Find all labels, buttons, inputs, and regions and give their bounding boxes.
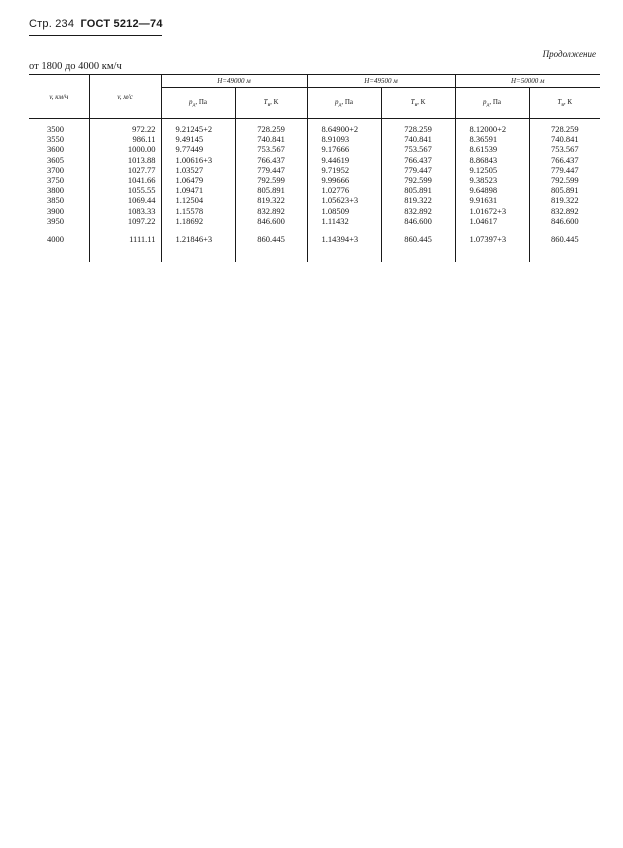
temperature-cell: 792.599 [529,175,600,185]
continuation-label: Продолжение [542,49,596,59]
temperature-cell: 792.599 [235,175,307,185]
table-row [29,124,600,134]
group-height-1: H=49000 м [217,77,251,85]
temperature-cell: 766.437 [529,155,600,165]
page-number: Стр. 234 [29,18,75,30]
col-header-pressure-2 [307,88,381,119]
temperature-cell: 819.322 [235,195,307,205]
table-row [29,216,600,226]
speed-ms-cell: 1027.77 [89,165,161,175]
temperature-cell: 819.322 [529,195,600,205]
group-header-1 [161,75,307,88]
temperature-subscript: в [414,102,418,108]
spacer-cell [29,226,89,234]
pressure-cell: 1.11432 [307,216,381,226]
group-header-3 [455,75,600,88]
temperature-subscript: в [561,102,564,108]
pressure-cell: 9.77449 [161,144,235,154]
temperature-cell: 792.599 [381,175,455,185]
pressure-cell: 1.07397+3 [455,234,529,244]
temperature-cell: 779.447 [529,165,600,175]
speed-kmh-cell: 3500 [47,124,64,134]
temperature-cell: 860.445 [529,234,600,244]
pressure-cell: 9.38523 [455,175,529,185]
pressure-cell: 9.64898 [455,185,529,195]
temperature-cell: 805.891 [235,185,307,195]
col-header-v-kmh [29,75,89,119]
speed-kmh-cell: 3800 [47,185,64,196]
pressure-unit: , Па [195,98,207,106]
spacer-cell [29,244,89,262]
speed-ms-cell: 986.11 [89,134,161,144]
speed-kmh-cell: 3850 [47,195,64,206]
pressure-cell: 9.99666 [307,175,381,185]
table-row [29,206,600,216]
page-header [29,18,163,30]
temperature-cell: 766.437 [381,155,455,165]
standard-number: ГОСТ 5212—74 [80,18,163,30]
spacer-cell [381,226,455,234]
pressure-cell: 1.18692 [161,216,235,226]
temperature-cell: 766.437 [235,155,307,165]
table-row [29,134,600,144]
col-header-temperature-1 [235,88,307,119]
temperature-unit: , К [270,98,279,106]
temperature-subscript: в [267,102,271,108]
pressure-subscript: д [486,102,490,108]
pressure-unit: , Па [489,98,501,106]
pressure-cell: 1.05623+3 [307,195,381,205]
pressure-cell: 1.09471 [161,185,235,195]
speed-ms-cell: 1069.44 [89,195,161,205]
group-height-3: H=50000 м [511,77,545,85]
speed-ms-cell: 1111.11 [89,234,161,244]
pressure-symbol: p [189,98,193,106]
pressure-cell: 9.21245+2 [161,124,235,134]
temperature-cell: 819.322 [381,195,455,205]
temperature-cell: 728.259 [529,124,600,134]
col-header-temperature-2 [381,88,455,119]
group-header-2 [307,75,455,88]
temperature-cell: 753.567 [529,144,600,154]
spacer-cell [89,244,161,262]
temperature-cell: 832.892 [381,206,455,216]
pressure-symbol: p [335,98,339,106]
temperature-unit: , К [417,98,426,106]
pressure-cell: 1.01672+3 [455,206,529,216]
table-row [29,175,600,185]
pressure-cell: 8.61539 [455,144,529,154]
speed-kmh-cell: 3605 [47,154,64,165]
temperature-cell: 860.445 [381,234,455,244]
spacer-cell [455,226,529,234]
pressure-cell: 9.44619 [307,155,381,165]
col-header-v-ms-text: v, м/с [117,92,133,101]
pressure-symbol: p [483,98,487,106]
range-label: от 1800 до 4000 км/ч [29,61,122,72]
pressure-cell: 1.03527 [161,165,235,175]
pressure-subscript: д [192,102,196,108]
spacer-cell [161,226,235,234]
speed-ms-cell: 1000.00 [89,144,161,154]
spacer-cell [89,226,161,234]
table-row [29,234,600,244]
pressure-cell: 9.17666 [307,144,381,154]
temperature-cell: 805.891 [529,185,600,195]
table-row [29,144,600,154]
temperature-cell: 728.259 [381,124,455,134]
col-header-v-ms [89,75,161,119]
temperature-symbol: T [557,98,562,106]
temperature-cell: 846.600 [381,216,455,226]
pressure-cell: 8.64900+2 [307,124,381,134]
pressure-cell: 8.12000+2 [455,124,529,134]
pressure-cell: 1.14394+3 [307,234,381,244]
speed-ms-cell: 1083.33 [89,206,161,216]
spacer-row [29,244,600,262]
temperature-cell: 740.841 [235,134,307,144]
pressure-cell: 1.02776 [307,185,381,195]
speed-kmh-cell: 3900 [47,205,64,216]
table-row [29,155,600,165]
temperature-cell: 832.892 [529,206,600,216]
table-row [29,185,600,195]
speed-kmh-cell: 3600 [47,144,64,155]
speed-ms-cell: 1013.88 [89,155,161,165]
spacer-cell [529,226,600,234]
group-height-2: H=49500 м [364,77,398,85]
temperature-cell: 779.447 [381,165,455,175]
pressure-cell: 1.00616+3 [161,155,235,165]
spacer-cell [455,244,529,262]
pressure-cell: 1.21846+3 [161,234,235,244]
pressure-cell: 8.36591 [455,134,529,144]
temperature-cell: 740.841 [529,134,600,144]
pressure-unit: , Па [341,98,353,106]
pressure-cell: 9.91631 [455,195,529,205]
temperature-cell: 805.891 [381,185,455,195]
col-header-pressure-3 [455,88,529,119]
temperature-cell: 779.447 [235,165,307,175]
pressure-cell: 1.08509 [307,206,381,216]
spacer-cell [235,244,307,262]
spacer-cell [307,244,381,262]
table-row [29,195,600,205]
data-table [29,74,600,262]
temperature-cell: 728.259 [235,124,307,134]
pressure-cell: 9.49145 [161,134,235,144]
speed-kmh-cell: 3950 [47,215,64,226]
pressure-cell: 1.06479 [161,175,235,185]
col-header-pressure-1 [161,88,235,119]
pressure-cell: 9.12505 [455,165,529,175]
speed-ms-cell: 1055.55 [89,185,161,195]
spacer-cell [161,244,235,262]
spacer-cell [381,244,455,262]
pressure-subscript: д [338,102,342,108]
temperature-cell: 860.445 [235,234,307,244]
speed-kmh-cell: 4000 [47,234,64,245]
temperature-symbol: T [263,98,268,106]
pressure-cell: 8.91093 [307,134,381,144]
speed-ms-cell: 972.22 [89,124,161,134]
pressure-cell: 8.86843 [455,155,529,165]
temperature-cell: 740.841 [381,134,455,144]
temperature-cell: 832.892 [235,206,307,216]
header-rule [29,35,162,36]
col-header-v-kmh-text: v, км/ч [49,92,69,101]
speed-kmh-cell: 3750 [47,175,64,186]
speed-ms-cell: 1041.66 [89,175,161,185]
spacer-cell [529,244,600,262]
spacer-cell [235,226,307,234]
temperature-cell: 753.567 [235,144,307,154]
speed-kmh-cell: 3550 [47,134,64,145]
temperature-cell: 846.600 [235,216,307,226]
temperature-cell: 846.600 [529,216,600,226]
speed-kmh-cell: 3700 [47,164,64,175]
pressure-cell: 9.71952 [307,165,381,175]
temperature-unit: , К [563,98,573,106]
temperature-symbol: T [410,98,415,106]
pressure-cell: 1.04617 [455,216,529,226]
pressure-cell: 1.12504 [161,195,235,205]
col-header-temperature-3 [529,88,600,119]
spacer-cell [307,226,381,234]
pressure-cell: 1.15578 [161,206,235,216]
speed-ms-cell: 1097.22 [89,216,161,226]
temperature-cell: 753.567 [381,144,455,154]
table-row [29,165,600,175]
spacer-row [29,226,600,234]
